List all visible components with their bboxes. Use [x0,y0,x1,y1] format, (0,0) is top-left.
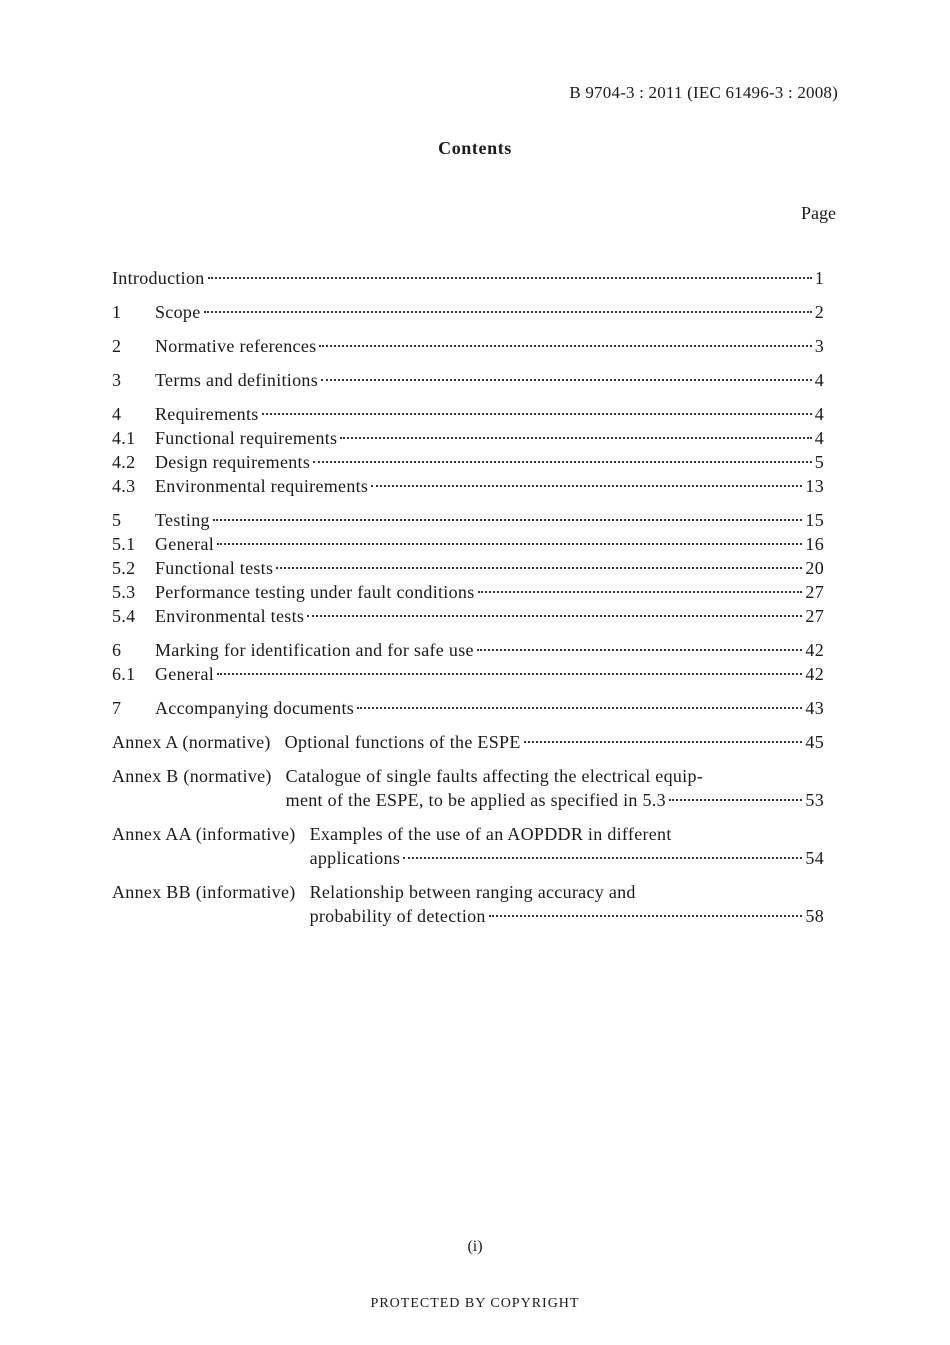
toc-entry-title: Scope [155,302,201,322]
dot-leader [477,649,803,651]
annex-body [286,764,824,812]
toc-entry-page: 16 [805,534,824,554]
toc-entry-title: Marking for identification and for safe use [155,640,474,660]
annex-label: Annex AA (informative) [112,824,296,844]
annex-page: 53 [805,790,824,810]
annex-label: Annex BB (informative) [112,882,296,902]
dot-leader [262,413,812,415]
toc-entry-title: Normative references [155,336,317,356]
document-id-header: B 9704-3 : 2011 (IEC 61496-3 : 2008) [569,83,838,102]
annex-label: Annex A (normative) [112,732,271,752]
annex-title-line: Catalogue of single faults affecting the electrical equip- [285,766,704,786]
annex-body [310,880,824,928]
toc-entry[interactable] [112,638,824,662]
toc-entry-page: 4 [814,370,824,390]
toc-entry-number: 5.2 [112,558,136,578]
toc-entry-number: 6 [112,640,122,660]
dot-leader [213,519,803,521]
toc-entry-title: Functional tests [155,558,274,578]
annex-label: Annex B (normative) [112,766,272,786]
toc-entry-page: 2 [814,302,824,322]
table-of-contents [112,266,824,928]
toc-entry[interactable] [112,300,824,324]
toc-entry-title: General [155,534,215,554]
toc-entry-page: 15 [805,510,824,530]
annex-entry-bb[interactable] [112,880,824,928]
annex-page: 58 [805,906,824,926]
toc-entry-page: 5 [814,452,824,472]
copyright-notice: PROTECTED BY COPYRIGHT [370,1296,580,1311]
toc-entry[interactable] [112,556,824,580]
toc-entry[interactable] [112,334,824,358]
dot-leader [357,707,802,709]
annex-title: applications [309,848,401,868]
annex-last-line [310,904,824,928]
dot-leader [371,485,802,487]
annex-body [285,730,824,754]
dot-leader [669,799,802,801]
toc-entry-number: 4 [112,404,122,424]
toc-entry-number: 4.1 [112,428,136,448]
toc-entry[interactable] [112,662,824,686]
toc-entry-title: Design requirements [155,452,311,472]
toc-entry-page: 42 [805,664,824,684]
toc-entry[interactable] [112,474,824,498]
dot-leader [321,379,812,381]
page-title: Contents [438,138,512,158]
toc-entry-number: 5 [112,510,122,530]
toc-entry-title: General [155,664,215,684]
toc-entry-number: 7 [112,698,122,718]
toc-entry-page: 27 [805,606,824,626]
toc-entry[interactable] [112,402,824,426]
toc-entry[interactable] [112,368,824,392]
toc-entry-page: 4 [814,428,824,448]
toc-entry[interactable] [112,696,824,720]
toc-entry-number: 5.1 [112,534,136,554]
dot-leader [217,673,802,675]
dot-leader [340,437,811,439]
toc-entry[interactable] [112,450,824,474]
annex-entry-a[interactable] [112,730,824,754]
dot-leader [217,543,802,545]
toc-entry-number: 1 [112,302,122,322]
toc-entry[interactable] [112,266,824,290]
toc-entry-title: Introduction [112,268,205,288]
annex-title: Optional functions of the ESPE [284,732,521,752]
toc-entry-page: 4 [814,404,824,424]
annex-title: probability of detection [309,906,486,926]
toc-entry-page: 43 [805,698,824,718]
toc-entry-page: 20 [805,558,824,578]
toc-entry-title: Environmental tests [155,606,305,626]
dot-leader [478,591,803,593]
dot-leader [307,615,802,617]
toc-entry-title: Functional requirements [155,428,338,448]
annex-body [310,822,824,870]
dot-leader [313,461,812,463]
toc-entry-number: 6.1 [112,664,136,684]
annex-last-line [285,730,824,754]
annex-page: 54 [805,848,824,868]
toc-entry-number: 5.4 [112,606,136,626]
annex-title: ment of the ESPE, to be applied as specified in 5.3 [285,790,666,810]
toc-entry-title: Performance testing under fault conditions [155,582,475,602]
toc-entry-title: Accompanying documents [155,698,355,718]
dot-leader [319,345,811,347]
toc-entry-title: Environmental requirements [155,476,369,496]
toc-entry-title: Terms and definitions [155,370,319,390]
toc-entry-page: 13 [805,476,824,496]
annex-title-line: Relationship between ranging accuracy and [309,882,636,902]
annex-last-line [286,788,824,812]
dot-leader [524,741,803,743]
dot-leader [208,277,812,279]
toc-entry-number: 5.3 [112,582,136,602]
toc-entry-number: 4.2 [112,452,136,472]
annex-entry-aa[interactable] [112,822,824,870]
dot-leader [403,857,802,859]
toc-entry-page: 27 [805,582,824,602]
toc-entry-title: Testing [155,510,210,530]
toc-entry[interactable] [112,426,824,450]
page-number: (i) [467,1238,483,1255]
toc-entry-page: 42 [805,640,824,660]
annex-title-line: Examples of the use of an AOPDDR in different [309,824,672,844]
dot-leader [204,311,812,313]
annex-last-line [310,846,824,870]
toc-entry-page: 1 [814,268,824,288]
toc-entry[interactable] [112,580,824,604]
toc-entry-number: 3 [112,370,122,390]
toc-entry-title: Requirements [155,404,259,424]
toc-entry[interactable] [112,508,824,532]
annex-entry-b[interactable] [112,764,824,812]
dot-leader [489,915,803,917]
toc-entry-page: 3 [814,336,824,356]
toc-entry[interactable] [112,604,824,628]
toc-entry[interactable] [112,532,824,556]
dot-leader [276,567,802,569]
annex-page: 45 [805,732,824,752]
toc-entry-number: 4.3 [112,476,136,496]
toc-entry-number: 2 [112,336,122,356]
page-column-label: Page [801,203,836,223]
